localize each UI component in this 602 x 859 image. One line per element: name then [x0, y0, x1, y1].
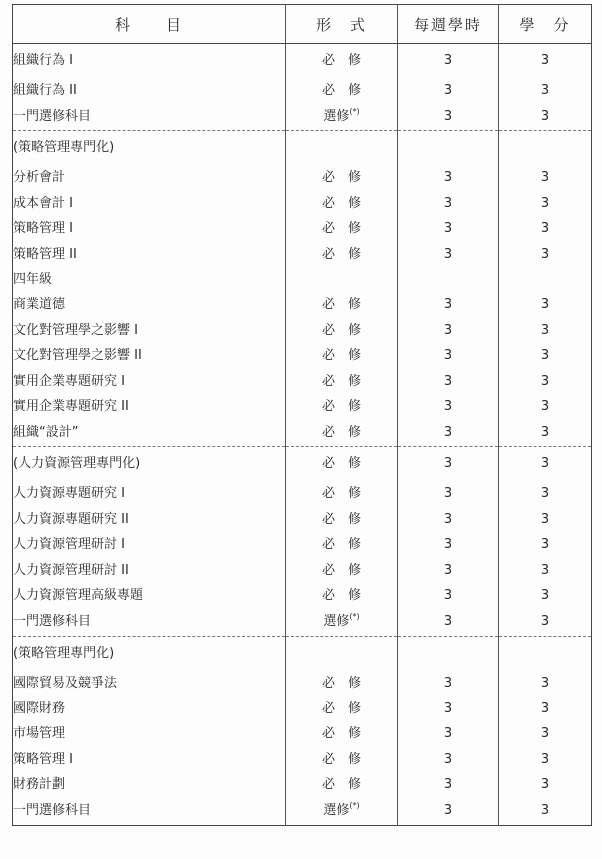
type-label: 選修	[323, 109, 350, 125]
type-label: 必 修	[321, 53, 361, 68]
cell-weekly-hours: 3	[398, 747, 499, 772]
cell-type	[286, 772, 398, 797]
type-label: 必 修	[321, 486, 361, 502]
cell-subject: (人力資源管理專門化)	[13, 447, 286, 482]
cell-subject: 人力資源管理高級專題	[13, 583, 286, 608]
cell-type	[286, 343, 398, 368]
table-row	[13, 343, 592, 368]
cell-subject: 一門選修科目	[13, 103, 286, 131]
table-row	[13, 216, 592, 241]
cell-credits: 3	[540, 246, 550, 262]
cell-credits: 3	[499, 447, 592, 482]
cell-subject: 國際貿易及競爭法	[13, 671, 286, 696]
cell-weekly-hours	[398, 636, 499, 671]
course-table	[12, 4, 592, 826]
cell-weekly-hours: 3	[398, 481, 499, 506]
table-body	[13, 44, 592, 826]
type-label: 必 修	[321, 195, 361, 211]
cell-subject: 人力資源管理研討 II	[13, 558, 286, 583]
type-label: 必 修	[321, 221, 361, 237]
header-type: 形 式	[286, 5, 398, 44]
cell-type	[286, 369, 398, 394]
cell-type	[286, 394, 398, 419]
cell-weekly-hours: 3	[398, 191, 499, 216]
table-row	[13, 318, 592, 343]
cell-credits: 3	[540, 373, 550, 389]
table-row	[13, 772, 592, 797]
cell-weekly-hours: 3	[398, 721, 499, 746]
type-label: 必 修	[321, 425, 361, 441]
cell-subject: 分析會計	[13, 165, 286, 190]
type-label: 必 修	[321, 83, 361, 98]
cell-credits: 3	[540, 425, 550, 441]
type-label: 選修	[323, 803, 350, 819]
cell-credits: 3	[540, 322, 550, 338]
type-label: 必 修	[321, 588, 361, 604]
cell-weekly-hours: 3	[398, 696, 499, 721]
table-row	[13, 78, 592, 103]
cell-weekly-hours: 3	[398, 772, 499, 797]
table-row	[13, 507, 592, 532]
cell-subject: 人力資源專題研究 II	[13, 507, 286, 532]
cell-subject: 四年級	[13, 267, 286, 292]
cell-weekly-hours	[398, 267, 499, 292]
cell-type	[286, 696, 398, 721]
type-label: 必 修	[321, 399, 361, 415]
table-row	[13, 721, 592, 746]
cell-subject: 組織“設計”	[13, 419, 286, 447]
table-row	[13, 267, 592, 292]
type-label: 必 修	[321, 348, 361, 364]
table-row	[13, 369, 592, 394]
cell-credits: 3	[540, 726, 550, 742]
cell-type	[286, 447, 398, 482]
cell-type	[286, 583, 398, 608]
cell-type	[286, 507, 398, 532]
cell-subject: 文化對管理學之影響 I	[13, 318, 286, 343]
cell-type	[286, 131, 398, 166]
table-row	[13, 165, 592, 190]
cell-weekly-hours: 3	[398, 583, 499, 608]
cell-credits: 3	[540, 486, 550, 502]
table-row	[13, 394, 592, 419]
cell-type	[286, 419, 398, 447]
cell-type	[286, 636, 398, 671]
cell-weekly-hours: 3	[398, 532, 499, 557]
type-label: 必 修	[321, 511, 361, 527]
table-row	[13, 131, 592, 166]
type-label: 必 修	[321, 777, 361, 793]
cell-credits: 3	[540, 777, 550, 793]
cell-weekly-hours: 3	[398, 419, 499, 447]
cell-weekly-hours: 3	[398, 103, 499, 131]
cell-credits	[499, 636, 592, 671]
table-row	[13, 419, 592, 447]
cell-subject: 組織行為 II	[13, 78, 286, 103]
cell-type	[286, 532, 398, 557]
cell-subject: (策略管理專門化)	[13, 131, 286, 166]
cell-credits: 3	[540, 170, 550, 186]
table-row	[13, 447, 592, 482]
type-label: 選修	[323, 614, 350, 630]
cell-subject: 一門選修科目	[13, 609, 286, 637]
cell-credits: 3	[540, 83, 550, 98]
type-label: 必 修	[321, 562, 361, 578]
cell-subject: 成本會計 I	[13, 191, 286, 216]
table-row	[13, 696, 592, 721]
cell-subject: 市場管理	[13, 721, 286, 746]
type-label: 必 修	[321, 751, 361, 767]
cell-subject: 人力資源管理研討 I	[13, 532, 286, 557]
cell-type	[286, 267, 398, 292]
cell-credits: 3	[540, 588, 550, 604]
cell-weekly-hours: 3	[398, 394, 499, 419]
cell-weekly-hours: 3	[398, 165, 499, 190]
cell-credits: 3	[540, 803, 550, 819]
cell-type	[286, 44, 398, 79]
cell-weekly-hours: 3	[398, 292, 499, 317]
type-label: 必 修	[321, 537, 361, 553]
cell-type	[286, 798, 398, 826]
cell-subject: 商業道德	[13, 292, 286, 317]
table-row	[13, 242, 592, 267]
type-label: 必 修	[321, 726, 361, 742]
cell-type	[286, 747, 398, 772]
table-row	[13, 609, 592, 637]
cell-type	[286, 216, 398, 241]
table-row	[13, 292, 592, 317]
cell-credits	[499, 267, 592, 292]
header-credits: 學 分	[499, 5, 592, 44]
header-subject: 科 目	[13, 5, 286, 44]
cell-type	[286, 721, 398, 746]
cell-weekly-hours: 3	[398, 507, 499, 532]
cell-credits: 3	[540, 562, 550, 578]
cell-subject: 組織行為 I	[13, 44, 286, 79]
cell-type	[286, 78, 398, 103]
cell-type	[286, 191, 398, 216]
cell-credits: 3	[540, 297, 550, 313]
cell-weekly-hours: 3	[398, 798, 499, 826]
table-row	[13, 747, 592, 772]
cell-type	[286, 318, 398, 343]
table-row	[13, 532, 592, 557]
type-label: 必 修	[321, 170, 361, 186]
footnote-mark: (*)	[349, 801, 360, 811]
cell-weekly-hours: 3	[398, 44, 499, 79]
cell-credits: 3	[540, 53, 550, 68]
table-row	[13, 798, 592, 826]
type-label: 必 修	[321, 675, 361, 691]
type-label: 必 修	[321, 700, 361, 716]
cell-subject: (策略管理專門化)	[13, 636, 286, 671]
cell-weekly-hours: 3	[398, 369, 499, 394]
cell-credits: 3	[540, 399, 550, 415]
cell-credits	[499, 131, 592, 166]
type-label: 必 修	[321, 456, 361, 472]
cell-subject: 實用企業專題研究 II	[13, 394, 286, 419]
cell-weekly-hours: 3	[398, 671, 499, 696]
cell-subject: 策略管理 I	[13, 216, 286, 241]
cell-subject: 人力資源專題研究 I	[13, 481, 286, 506]
cell-credits: 3	[540, 537, 550, 553]
table-row	[13, 583, 592, 608]
cell-weekly-hours: 3	[398, 558, 499, 583]
table-row	[13, 558, 592, 583]
cell-subject: 國際財務	[13, 696, 286, 721]
cell-weekly-hours: 3	[398, 216, 499, 241]
cell-weekly-hours: 3	[398, 343, 499, 368]
cell-subject: 一門選修科目	[13, 798, 286, 826]
cell-credits: 3	[540, 751, 550, 767]
header-weekly-hours: 每週學時	[398, 5, 499, 44]
cell-weekly-hours: 3	[398, 609, 499, 637]
footnote-mark: (*)	[349, 107, 360, 117]
type-label: 必 修	[321, 297, 361, 313]
cell-credits: 3	[540, 348, 550, 364]
cell-type	[286, 242, 398, 267]
cell-credits: 3	[540, 511, 550, 527]
cell-type	[286, 671, 398, 696]
type-label: 必 修	[321, 322, 361, 338]
cell-type	[286, 103, 398, 131]
header-row	[13, 5, 592, 44]
cell-credits: 3	[540, 614, 550, 630]
table-row	[13, 191, 592, 216]
cell-credits: 3	[540, 675, 550, 691]
cell-type	[286, 165, 398, 190]
cell-subject: 財務計劃	[13, 772, 286, 797]
cell-type	[286, 558, 398, 583]
cell-type	[286, 292, 398, 317]
cell-credits: 3	[540, 109, 550, 125]
cell-weekly-hours: 3	[398, 242, 499, 267]
cell-weekly-hours: 3	[398, 447, 499, 482]
table-row	[13, 671, 592, 696]
cell-subject: 實用企業專題研究 I	[13, 369, 286, 394]
cell-credits: 3	[540, 221, 550, 237]
cell-subject: 文化對管理學之影響 II	[13, 343, 286, 368]
type-label: 必 修	[321, 373, 361, 389]
cell-subject: 策略管理 II	[13, 242, 286, 267]
cell-type	[286, 609, 398, 637]
cell-subject: 策略管理 I	[13, 747, 286, 772]
cell-credits: 3	[540, 700, 550, 716]
cell-weekly-hours: 3	[398, 78, 499, 103]
table-row	[13, 44, 592, 79]
table-row	[13, 636, 592, 671]
type-label: 必 修	[321, 246, 361, 262]
cell-weekly-hours	[398, 131, 499, 166]
cell-type	[286, 481, 398, 506]
cell-weekly-hours: 3	[398, 318, 499, 343]
table-row	[13, 481, 592, 506]
footnote-mark: (*)	[349, 612, 360, 622]
cell-credits: 3	[540, 195, 550, 211]
table-row	[13, 103, 592, 131]
